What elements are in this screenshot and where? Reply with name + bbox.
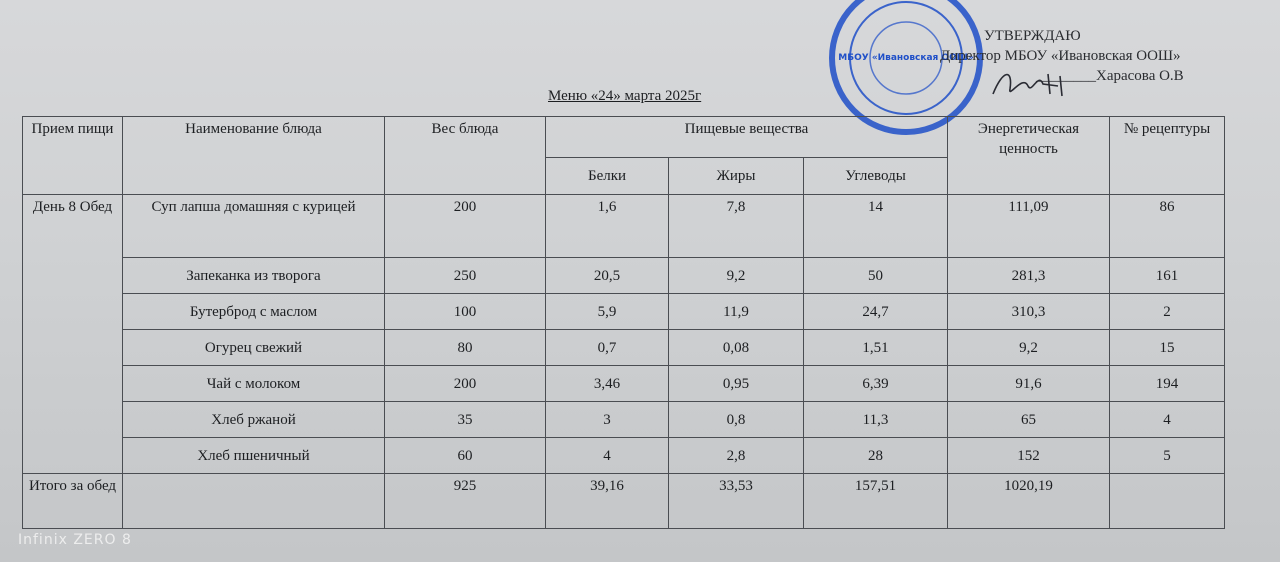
table-row xyxy=(23,438,1225,474)
dish-energy: 152 xyxy=(948,438,1110,474)
total-label: Итого за обед xyxy=(23,474,123,529)
dish-energy: 281,3 xyxy=(948,258,1110,294)
dish-name: Чай с молоком xyxy=(123,366,385,402)
dish-fat: 2,8 xyxy=(669,438,804,474)
dish-name: Хлеб ржаной xyxy=(123,402,385,438)
dish-weight: 200 xyxy=(385,195,546,258)
camera-watermark: Infinix ZERO 8 xyxy=(18,532,132,548)
dish-energy: 310,3 xyxy=(948,294,1110,330)
table-row xyxy=(23,402,1225,438)
dish-name: Хлеб пшеничный xyxy=(123,438,385,474)
total-row xyxy=(23,474,1225,529)
dish-energy: 91,6 xyxy=(948,366,1110,402)
dish-energy: 111,09 xyxy=(948,195,1110,258)
header-carbs: Углеводы xyxy=(804,158,948,195)
dish-carbs: 11,3 xyxy=(804,402,948,438)
header-nutrients: Пищевые вещества xyxy=(546,117,948,158)
header-weight: Вес блюда xyxy=(385,117,546,195)
table-row xyxy=(23,330,1225,366)
signature xyxy=(988,64,1078,104)
dish-recipe: 2 xyxy=(1110,294,1225,330)
dish-energy: 65 xyxy=(948,402,1110,438)
header-energy: Энергетическая ценность xyxy=(948,117,1110,195)
dish-protein: 3,46 xyxy=(546,366,669,402)
dish-weight: 250 xyxy=(385,258,546,294)
dish-name: Бутерброд с маслом xyxy=(123,294,385,330)
total-protein: 39,16 xyxy=(546,474,669,529)
dish-carbs: 50 xyxy=(804,258,948,294)
dish-carbs: 14 xyxy=(804,195,948,258)
dish-fat: 11,9 xyxy=(669,294,804,330)
dish-fat: 0,8 xyxy=(669,402,804,438)
dish-name: Запеканка из творога xyxy=(123,258,385,294)
dish-carbs: 6,39 xyxy=(804,366,948,402)
dish-protein: 20,5 xyxy=(546,258,669,294)
approval-name: ________Харасова О.В xyxy=(1036,68,1184,84)
header-dish: Наименование блюда xyxy=(123,117,385,195)
dish-carbs: 1,51 xyxy=(804,330,948,366)
total-carbs: 157,51 xyxy=(804,474,948,529)
dish-recipe: 4 xyxy=(1110,402,1225,438)
dish-protein: 0,7 xyxy=(546,330,669,366)
menu-title: Меню «24» марта 2025г xyxy=(548,88,702,104)
dish-fat: 0,08 xyxy=(669,330,804,366)
table-row xyxy=(23,258,1225,294)
table-row xyxy=(23,366,1225,402)
dish-fat: 9,2 xyxy=(669,258,804,294)
stamp-text: МБОУ «Ивановская ООШ» xyxy=(838,53,974,63)
dish-name: Суп лапша домашняя с курицей xyxy=(123,195,385,258)
dish-protein: 3 xyxy=(546,402,669,438)
total-weight: 925 xyxy=(385,474,546,529)
table-row xyxy=(23,195,1225,258)
total-fat: 33,53 xyxy=(669,474,804,529)
header-protein: Белки xyxy=(546,158,669,195)
total-energy: 1020,19 xyxy=(948,474,1110,529)
dish-weight: 35 xyxy=(385,402,546,438)
dish-recipe: 161 xyxy=(1110,258,1225,294)
dish-fat: 7,8 xyxy=(669,195,804,258)
dish-recipe: 15 xyxy=(1110,330,1225,366)
dish-recipe: 194 xyxy=(1110,366,1225,402)
dish-recipe: 86 xyxy=(1110,195,1225,258)
dish-protein: 5,9 xyxy=(546,294,669,330)
approval-position: Директор МБОУ «Ивановская ООШ» xyxy=(940,48,1181,64)
dish-protein: 1,6 xyxy=(546,195,669,258)
dish-weight: 80 xyxy=(385,330,546,366)
dish-carbs: 28 xyxy=(804,438,948,474)
dish-weight: 200 xyxy=(385,366,546,402)
dish-energy: 9,2 xyxy=(948,330,1110,366)
dish-weight: 60 xyxy=(385,438,546,474)
dish-fat: 0,95 xyxy=(669,366,804,402)
total-dish-empty xyxy=(123,474,385,529)
header-meal: Прием пищи xyxy=(23,117,123,195)
dish-name: Огурец свежий xyxy=(123,330,385,366)
meal-label: День 8 Обед xyxy=(23,195,123,474)
header-fat: Жиры xyxy=(669,158,804,195)
dish-weight: 100 xyxy=(385,294,546,330)
approval-heading: УТВЕРЖДАЮ xyxy=(984,28,1081,44)
table-row xyxy=(23,294,1225,330)
dish-carbs: 24,7 xyxy=(804,294,948,330)
dish-protein: 4 xyxy=(546,438,669,474)
header-recipe: № рецептуры xyxy=(1110,117,1225,195)
total-recipe-empty xyxy=(1110,474,1225,529)
dish-recipe: 5 xyxy=(1110,438,1225,474)
menu-table xyxy=(22,116,1225,529)
